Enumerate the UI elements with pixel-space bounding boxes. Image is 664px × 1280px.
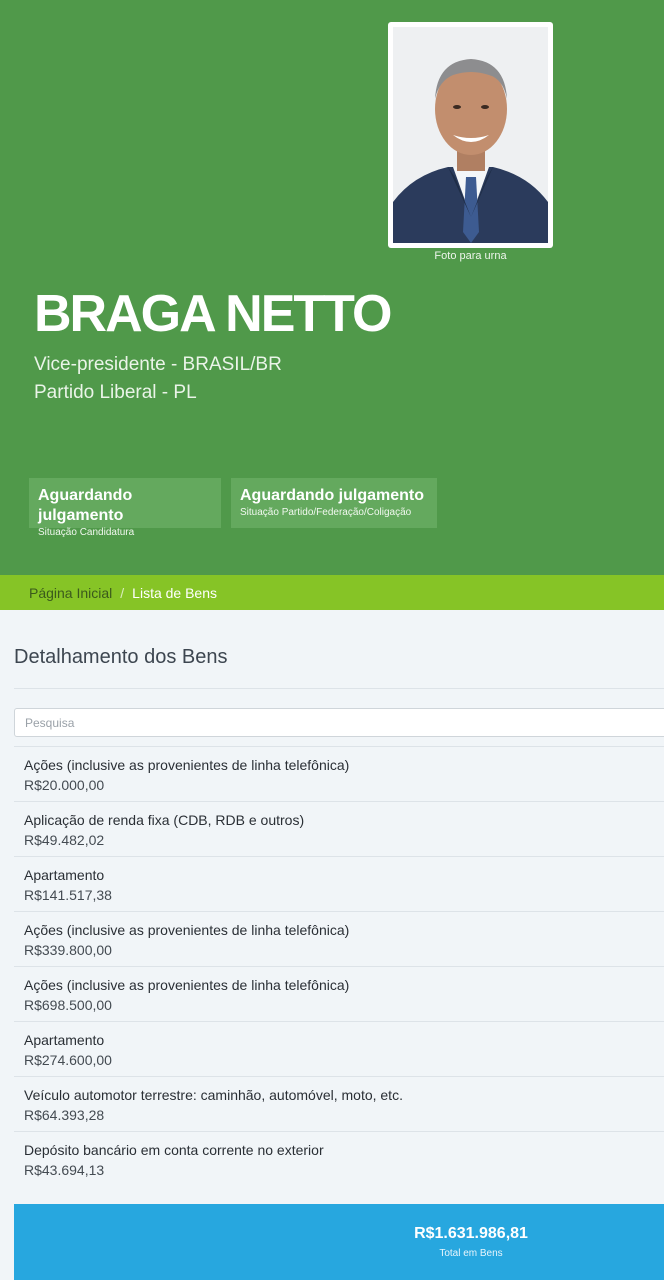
asset-item[interactable] [14,1021,664,1076]
asset-value: R$64.393,28 [24,1107,105,1123]
total-amount: R$1.631.986,81 [414,1225,528,1242]
asset-list [14,746,664,1186]
search-input[interactable] [14,708,664,737]
breadcrumb-current: Lista de Bens [132,584,218,601]
portrait-image [393,27,548,243]
asset-value: R$274.600,00 [24,1052,112,1068]
status-text: Aguardando julgamento [38,487,133,524]
asset-item[interactable] [14,1131,664,1186]
breadcrumb [0,575,664,610]
section-title: Detalhamento dos Bens [14,646,228,668]
candidate-header [0,0,664,575]
asset-value: R$20.000,00 [24,777,105,793]
status-label: Situação Partido/Federação/Coligação [240,507,412,518]
asset-value: R$43.694,13 [24,1162,105,1178]
breadcrumb-separator: / [120,584,125,601]
photo-caption: Foto para urna [434,250,507,262]
total-label: Total em Bens [439,1248,503,1259]
asset-item[interactable] [14,911,664,966]
asset-type: Aplicação de renda fixa (CDB, RDB e outros) [24,812,305,828]
candidate-photo [393,27,548,243]
asset-type: Ações (inclusive as provenientes de linha telefônica) [24,757,350,773]
status-label: Situação Candidatura [38,527,135,538]
asset-item[interactable] [14,856,664,911]
breadcrumb-home-link[interactable]: Página Inicial [29,584,113,601]
total-assets-banner [14,1204,664,1280]
party-status-badge [231,478,437,528]
asset-item[interactable] [14,1076,664,1131]
asset-item[interactable] [14,746,664,801]
candidate-office: Vice-presidente - BRASIL/BR [34,354,282,375]
asset-value: R$698.500,00 [24,997,112,1013]
asset-value: R$339.800,00 [24,942,112,958]
asset-value: R$49.482,02 [24,832,105,848]
asset-type: Veículo automotor terrestre: caminhão, automóvel, moto, etc. [24,1087,403,1103]
candidate-name: BRAGA NETTO [34,285,391,343]
asset-type: Apartamento [24,1032,105,1048]
asset-item[interactable] [14,966,664,1021]
asset-type: Depósito bancário em conta corrente no exterior [24,1142,324,1158]
asset-type: Apartamento [24,867,105,883]
asset-type: Ações (inclusive as provenientes de linha telefônica) [24,922,350,938]
candidacy-status-badge [29,478,221,538]
asset-item[interactable] [14,801,664,856]
asset-type: Ações (inclusive as provenientes de linha telefônica) [24,977,350,993]
candidate-photo-frame [388,22,553,248]
candidate-party: Partido Liberal - PL [34,382,197,403]
asset-value: R$141.517,38 [24,887,112,903]
status-text: Aguardando julgamento [240,487,424,504]
section-divider [14,688,664,689]
